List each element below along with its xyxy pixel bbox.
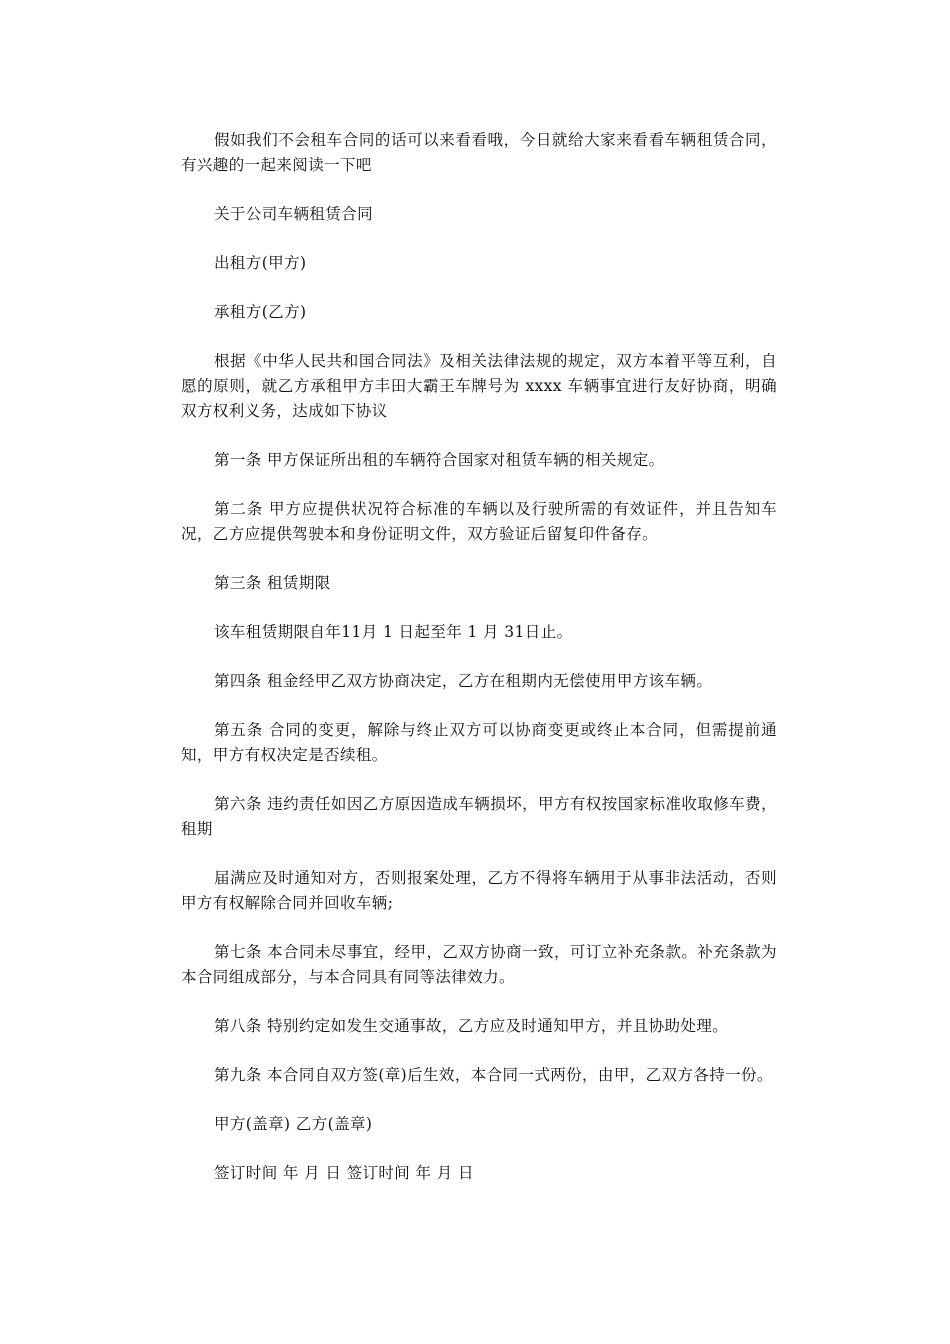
lessee-line: 承租方(乙方) [214, 303, 307, 321]
article-6-continued: 届满应及时通知对方，否则报案处理，乙方不得将车辆用于从事非法活动，否则甲方有权解除合同并回收车辆; [181, 869, 777, 912]
article-2: 第二条 甲方应提供状况符合标准的车辆以及行驶所需的有效证件，并且告知车况，乙方应提供驾驶本和身份证明文件，双方验证后留复印件备存。 [181, 500, 777, 543]
article-1: 第一条 甲方保证所出租的车辆符合国家对租赁车辆的相关规定。 [214, 451, 665, 469]
seal-line: 甲方(盖章) 乙方(盖章) [214, 1115, 373, 1133]
lease-term-paragraph: 该车租赁期限自年11月 1 日起至年 1 月 31日止。 [214, 623, 573, 641]
lessor-line: 出租方(甲方) [214, 254, 307, 272]
article-7: 第七条 本合同未尽事宜，经甲，乙双方协商一致，可订立补充条款。补充条款为本合同组成部分，与本合同具有同等法律效力。 [181, 943, 777, 986]
article-4: 第四条 租金经甲乙双方协商决定，乙方在租期内无偿使用甲方该车辆。 [214, 672, 713, 690]
signing-date-line: 签订时间 年 月 日 签订时间 年 月 日 [214, 1164, 474, 1182]
article-6: 第六条 违约责任如因乙方原因造成车辆损坏，甲方有权按国家标准收取修车费，租期 [181, 795, 777, 838]
article-8: 第八条 特别约定如发生交通事故，乙方应及时通知甲方，并且协助处理。 [214, 1017, 729, 1035]
intro-paragraph: 假如我们不会租车合同的话可以来看看哦，今日就给大家来看看车辆租赁合同，有兴趣的一起来阅读一下吧 [181, 131, 777, 174]
article-3-heading: 第三条 租赁期限 [214, 574, 331, 592]
contract-title: 关于公司车辆租赁合同 [214, 205, 374, 223]
document-page [181, 128, 777, 1210]
article-5: 第五条 合同的变更，解除与终止双方可以协商变更或终止本合同，但需提前通知，甲方有权决定是否续租。 [181, 721, 777, 764]
preamble-paragraph: 根据《中华人民共和国合同法》及相关法律法规的规定，双方本着平等互利，自愿的原则，就乙方承租甲方丰田大霸王车牌号为 xxxx 车辆事宜进行友好协商，明确双方权利义务，达成如下协议 [181, 352, 777, 420]
article-9: 第九条 本合同自双方签(章)后生效，本合同一式两份，由甲，乙双方各持一份。 [214, 1066, 773, 1084]
